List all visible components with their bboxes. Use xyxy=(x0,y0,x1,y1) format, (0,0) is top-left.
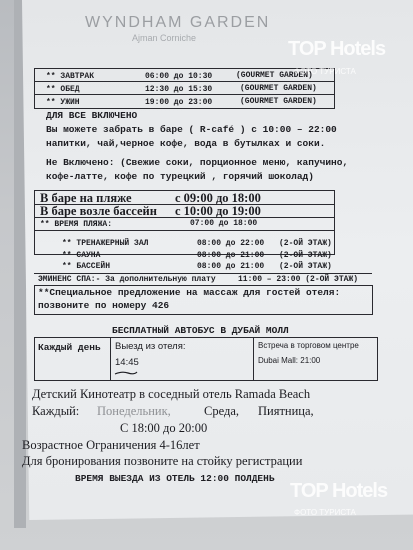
meal-venue: (GOURMET GARDEN) xyxy=(240,84,317,93)
hotel-subtitle: Ajman Corniche xyxy=(132,33,197,43)
meal-time: 12:30 до 15:30 xyxy=(145,85,213,94)
bar-name: В баре на пляже xyxy=(40,191,132,205)
watermark-logo: TOP Hotels xyxy=(290,480,388,502)
meal-name: ** УЖИН xyxy=(46,98,80,107)
cinema-age: Возрастное Ограничения 4-16лет xyxy=(22,438,200,452)
checkout-time: ВРЕМЯ ВЫЕЗДА ИЗ ОТЕЛЬ 12:00 ПОЛДЕНЬ xyxy=(75,473,275,484)
bus-title: БЕСПЛАТНЫЙ АВТОБУС В ДУБАЙ МОЛЛ xyxy=(112,325,289,336)
special-offer-line: **Специальное предложение на массаж для гостей отеля: xyxy=(38,287,341,298)
bar-time: с 09:00 до 18:00 xyxy=(175,191,261,205)
facility-time: 08:00 до 22:00 xyxy=(197,239,265,248)
bus-meet-value: Dubai Mall: 21:00 xyxy=(258,356,321,365)
watermark-logo: TOP Hotels xyxy=(288,38,386,60)
meal-venue: (GOURMET GARDEN) xyxy=(240,97,317,106)
bus-col-divider xyxy=(110,337,111,380)
hotel-logo: WYNDHAM GARDEN xyxy=(85,14,271,31)
meal-venue: (GOURMET GARDEN) xyxy=(236,71,313,80)
bus-daily: Каждый день xyxy=(38,342,101,353)
watermark-tagline: ФОТО ТУРИСТА xyxy=(294,67,356,76)
all-inclusive-title: ДЛЯ ВСЕ ВКЛЮЧЕНО xyxy=(46,110,138,121)
bar-time: с 10:00 до 19:00 xyxy=(175,204,261,218)
spa-time: 11:00 – 23:00 (2-ОЙ ЭТАЖ) xyxy=(238,275,359,284)
beach-time-label: ** ВРЕМЯ ПЛЯЖА: xyxy=(40,220,113,229)
cinema-line: Детский Кинотеатр в соседный отель Ramada Beach xyxy=(32,387,311,401)
facility-name: ** БАССЕЙН xyxy=(62,262,111,271)
facility-time: 08:00 до 21:00 xyxy=(197,262,265,271)
meal-time: 06:00 до 10:30 xyxy=(145,72,213,81)
all-inclusive-line: напитки, чай,черное кофе, вода в бутылках и соки. xyxy=(46,138,326,149)
facility-floor: (2-ОЙ ЭТАЖ) xyxy=(279,251,332,260)
meals-row-divider xyxy=(34,81,334,82)
bar-name: В баре возле бассейн xyxy=(40,204,157,218)
cinema-time: С 18:00 до 20:00 xyxy=(120,421,208,435)
facility-name: ** ТРЕНАЖЕРНЫЙ ЗАЛ xyxy=(62,239,149,248)
meals-row-divider xyxy=(34,94,334,95)
cinema-booking: Для бронирования позвоните на стойку регистрации xyxy=(22,454,303,468)
meal-name: ** ОБЕД xyxy=(46,85,80,94)
meal-name: ** ЗАВТРАК xyxy=(46,72,95,81)
not-included-line: Не Включено: (Свежие соки, порционное меню, капучино, xyxy=(46,157,349,168)
facility-time: 08:00 до 21:00 xyxy=(197,251,265,260)
facility-name: ** САУНА xyxy=(62,251,101,260)
cinema-monday: Понедельник, xyxy=(97,404,171,418)
facility-floor: (2-ОЙ ЭТАЖ) xyxy=(279,262,332,271)
cinema-every: Каждый: xyxy=(32,404,80,418)
watermark-tagline: ФОТО ТУРИСТА xyxy=(294,508,356,517)
meal-time: 19:00 до 23:00 xyxy=(145,98,213,107)
cinema-friday: Пиятница, xyxy=(258,404,314,418)
facility-floor: (2-ОЙ ЭТАЖ) xyxy=(279,239,332,248)
bus-meet-label: Встреча в торговом центре xyxy=(258,341,359,350)
bus-depart-label: Выезд из отеля: xyxy=(115,341,186,352)
all-inclusive-line: Вы можете забрать в баре ( R-café ) с 10:00 – 22:00 xyxy=(46,124,337,135)
spa-divider xyxy=(34,273,372,274)
bars-row-divider xyxy=(34,230,334,231)
handwritten-mark-icon xyxy=(114,370,138,376)
beach-time-value: 07:00 до 18:00 xyxy=(190,219,258,228)
bus-depart-time: 14:45 xyxy=(115,357,139,368)
spa-label: ЭМИНЕНС СПА:- За дополнительную плату xyxy=(38,275,216,284)
cinema-wednesday: Среда, xyxy=(204,404,240,418)
special-offer-line: позвоните по номеру 426 xyxy=(38,300,170,311)
bus-col-divider xyxy=(253,337,254,380)
not-included-line: кофе-латте, кофе по турецкий , горячий шоколад) xyxy=(46,171,314,182)
